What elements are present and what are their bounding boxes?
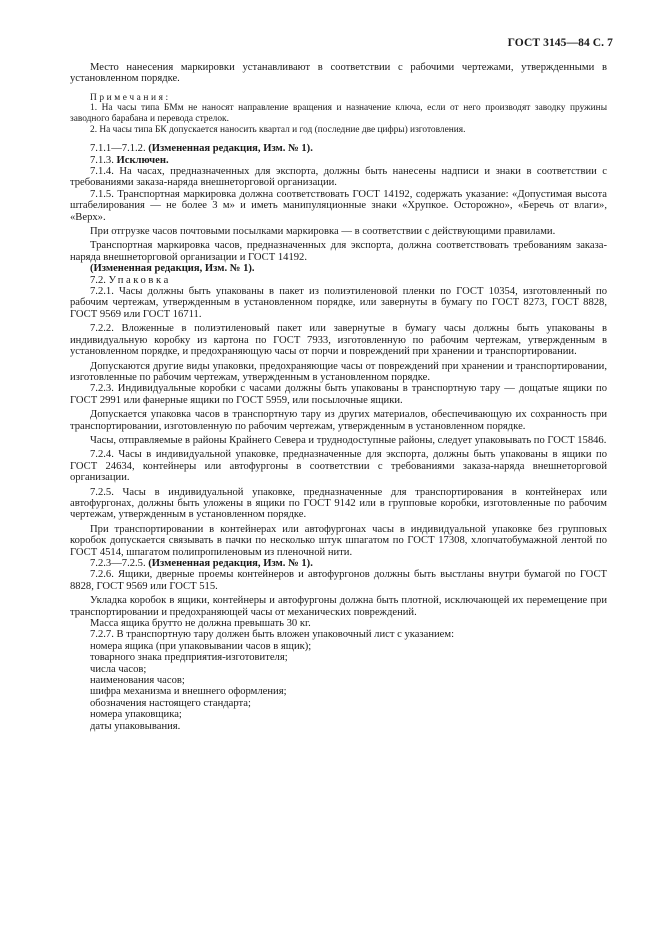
- other-materials-paragraph: Допускается упаковка часов в транспортную тару из других материалов, обеспечивающую их сохранность при транспортировании, изготовленную по рабочим чертежам, утвержденным в установленном порядке.: [70, 409, 607, 432]
- export-marking-paragraph: Транспортная маркировка часов, предназначенных для экспорта, должна соответствовать требованиям заказа-наряда внешнеторговой организации и ГОСТ 14192.: [70, 240, 607, 263]
- list-item: шифра механизма и внешнего оформления;: [90, 686, 287, 698]
- section-7-2-1: 7.2.1. Часы должны быть упакованы в пакет из полиэтиленовой пленки по ГОСТ 10354, изготовленный по рабочим чертежам, утвержденным в установленном порядке, или завернуты в бумагу по ГОСТ 8273, ГОСТ 8828, ГОСТ 9569 или ГОСТ 16711.: [70, 286, 607, 320]
- list-item: товарного знака предприятия-изготовителя;: [90, 652, 288, 664]
- list-item: обозначения настоящего стандарта;: [90, 697, 251, 709]
- notes-title: Примечания:: [90, 92, 171, 103]
- section-7-2-3: 7.2.3. Индивидуальные коробки с часами должны быть упакованы в транспортную тару — дощатые ящики по ГОСТ 2991 или фанерные ящики по ГОСТ 5959, или посылочные ящики.: [70, 383, 607, 406]
- packing-list: [70, 641, 607, 732]
- section-number: 7.1.3.: [90, 154, 114, 166]
- section-title: Упаковка: [108, 274, 171, 286]
- list-item: номера упаковщика;: [90, 709, 182, 721]
- section-7-2-3-5: [70, 558, 607, 569]
- note-1: 1. На часы типа БМм не наносят направление вращения и назначение ключа, если от него производят заводку пружины заводного барабана и перевода стрелок.: [70, 103, 607, 124]
- excluded-note: Исключен.: [116, 154, 169, 166]
- amendment-note: (Измененная редакция, Изм. № 1).: [148, 143, 313, 155]
- section-7-2-5: 7.2.5. Часы в индивидуальной упаковке, предназначенные для транспортирования в контейнерах или автофургонах, должны быть уложены в ящики по ГОСТ 9142 или в групповые коробки, изготовленные по рабочим чертежам, утвержденным в установленном порядке.: [70, 486, 607, 521]
- containers-paragraph: При транспортировании в контейнерах или автофургонах часы в индивидуальной упаковке без групповых коробок допускается связывать в пачки по несколько штук шпагатом по ГОСТ 17308, хлопчатобумажной лентой по ГОСТ 4514, шпагатом полипропиленовым из пленочной нити.: [70, 523, 607, 558]
- section-7-2-heading: [70, 275, 607, 286]
- section-7-1-5: 7.1.5. Транспортная маркировка должна соответствовать ГОСТ 14192, содержать указание: «Допустимая высота штабелирования — не более 3 м» и иметь манипуляционные знаки «Хрупкое. Осторожно», «Беречь от влаги», «Верх».: [70, 188, 607, 223]
- list-item: номера ящика (при упаковывании часов в ящик);: [90, 640, 312, 652]
- section-7-1-4: 7.1.4. На часах, предназначенных для экспорта, должны быть нанесены надписи и знаки в соответствии с требованиями заказа-наряда внешнеторговой организации.: [70, 166, 607, 189]
- section-number: 7.2.3—7.2.5.: [90, 558, 146, 569]
- section-number: 7.1.1—7.1.2.: [90, 143, 146, 155]
- list-item: даты упаковывания.: [90, 720, 181, 732]
- section-7-2-7: 7.2.7. В транспортную тару должен быть вложен упаковочный лист с указанием:: [90, 629, 455, 641]
- section-number: 7.2.: [90, 274, 106, 286]
- laying-paragraph: Укладка коробок в ящики, контейнеры и автофургоны должна быть плотной, исключающей их перемещение при транспортировании и предохраняющей часы от механических повреждений.: [70, 595, 607, 618]
- far-north-paragraph: Часы, отправляемые в районы Крайнего Севера и труднодоступные районы, следует упаковывать по ГОСТ 15846.: [90, 434, 607, 446]
- page-header: ГОСТ 3145—84 С. 7: [507, 37, 613, 49]
- post-shipping-paragraph: При отгрузке часов почтовыми посылками маркировка — в соответствии с действующими правилами.: [90, 226, 556, 238]
- note-2: 2. На часы типа БК допускается наносить квартал и год (последние две цифры) изготовления.: [90, 124, 466, 135]
- other-packaging-paragraph: Допускаются другие виды упаковки, предохраняющие часы от повреждений при хранении и транспортировании, изготовленные по рабочим чертежам, утвержденным в установленном порядке.: [70, 360, 607, 383]
- section-7-1-3: [70, 155, 607, 166]
- amendment-note: (Измененная редакция, Изм. № 1).: [90, 263, 255, 275]
- document-body: [70, 62, 607, 732]
- section-7-2-2: 7.2.2. Вложенные в полиэтиленовый пакет или завернутые в бумагу часы должны быть упакованы в индивидуальную коробку из картона по ГОСТ 7933, изготовленную по рабочим чертежам, утвержденным в установленном порядке, и предохраняющую часы от порчи и повреждений при хранении и транспортировании.: [70, 323, 607, 358]
- list-item: числа часов;: [90, 663, 147, 675]
- marking-paragraph: Место нанесения маркировки устанавливают в соответствии с рабочими чертежами, утвержденными в установленном порядке.: [70, 62, 607, 85]
- list-item: наименования часов;: [90, 675, 185, 687]
- section-7-2-6: 7.2.6. Ящики, дверные проемы контейнеров и автофургонов должны быть выстланы внутри бумагой по ГОСТ 8828, ГОСТ 9569 или ГОСТ 515.: [70, 569, 607, 592]
- section-7-1-1: [70, 143, 607, 154]
- mass-paragraph: Масса ящика брутто не должна превышать 30 кг.: [90, 618, 311, 630]
- section-7-2-4: 7.2.4. Часы в индивидуальной упаковке, предназначенные для экспорта, должны быть упакованы в ящики по ГОСТ 24634, контейнеры или автофургоны в соответствии с требованиями заказа-наряда внешнеторговой организации.: [70, 449, 607, 484]
- amendment-note: (Измененная редакция, Изм. № 1).: [148, 558, 313, 569]
